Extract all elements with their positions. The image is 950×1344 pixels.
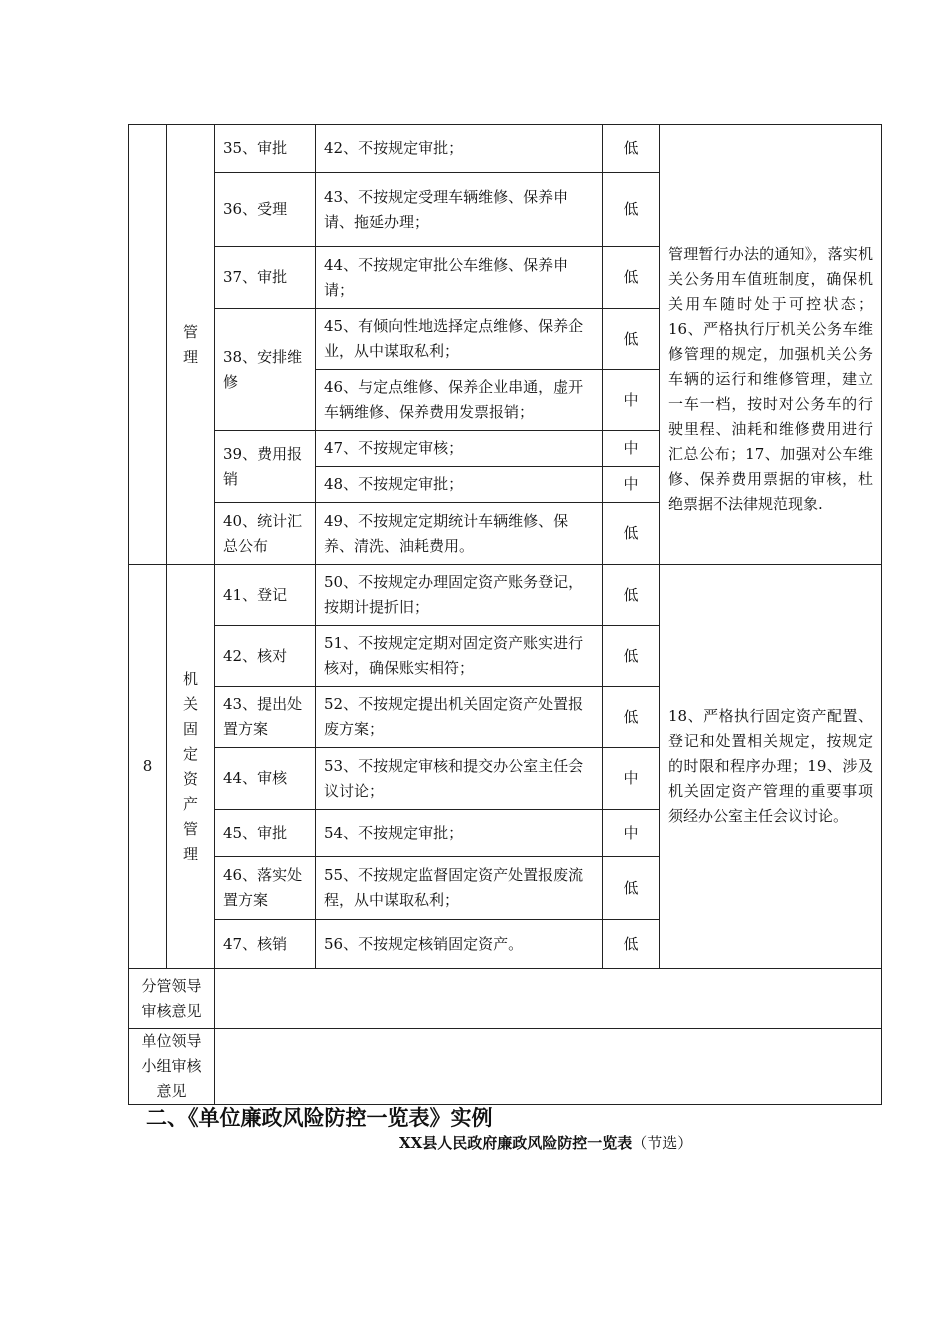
step-cell: 41、登记 bbox=[215, 565, 316, 626]
table-row bbox=[129, 565, 882, 626]
risk-cell: 51、不按规定定期对固定资产账实进行核对，确保账实相符； bbox=[316, 626, 603, 687]
risk-level-cell: 低 bbox=[603, 687, 660, 748]
risk-level-cell: 低 bbox=[603, 626, 660, 687]
step-cell: 47、核销 bbox=[215, 920, 316, 969]
risk-cell: 55、不按规定监督固定资产处置报废流程，从中谋取私利； bbox=[316, 857, 603, 920]
risk-level-cell: 低 bbox=[603, 309, 660, 370]
leader-review-label: 分管领导审核意见 bbox=[129, 969, 215, 1029]
risk-level-cell: 中 bbox=[603, 370, 660, 431]
risk-level-cell: 低 bbox=[603, 857, 660, 920]
risk-cell: 43、不按规定受理车辆维修、保养申请、拖延办理； bbox=[316, 173, 603, 247]
risk-cell: 47、不按规定审核； bbox=[316, 431, 603, 467]
risk-cell: 48、不按规定审批； bbox=[316, 467, 603, 503]
risk-level-cell: 中 bbox=[603, 748, 660, 810]
risk-cell: 56、不按规定核销固定资产。 bbox=[316, 920, 603, 969]
table-row bbox=[129, 125, 882, 173]
group-review-field[interactable] bbox=[215, 1029, 882, 1105]
risk-level-cell: 低 bbox=[603, 565, 660, 626]
section-heading: 二、《单位廉政风险防控一览表》实例 bbox=[146, 1106, 493, 1130]
step-cell: 40、统计汇总公布 bbox=[215, 503, 316, 565]
risk-level-cell: 低 bbox=[603, 173, 660, 247]
category-cell: 机关固定资产管理 bbox=[167, 565, 215, 969]
leader-review-field[interactable] bbox=[215, 969, 882, 1029]
step-cell: 37、审批 bbox=[215, 247, 316, 309]
subtitle-note: （节选） bbox=[632, 1134, 693, 1152]
risk-level-cell: 中 bbox=[603, 810, 660, 857]
step-cell: 35、审批 bbox=[215, 125, 316, 173]
group-review-label: 单位领导小组审核意见 bbox=[129, 1029, 215, 1105]
row-number-cell bbox=[129, 125, 167, 565]
risk-level-cell: 中 bbox=[603, 467, 660, 503]
step-cell: 36、受理 bbox=[215, 173, 316, 247]
step-cell: 42、核对 bbox=[215, 626, 316, 687]
table-subtitle bbox=[399, 1132, 692, 1153]
row-number-cell: 8 bbox=[129, 565, 167, 969]
table-row bbox=[129, 969, 882, 1029]
risk-level-cell: 低 bbox=[603, 920, 660, 969]
risk-level-cell: 低 bbox=[603, 247, 660, 309]
risk-level-cell: 低 bbox=[603, 125, 660, 173]
risk-cell: 44、不按规定审批公车维修、保养申请； bbox=[316, 247, 603, 309]
step-cell: 46、落实处置方案 bbox=[215, 857, 316, 920]
subtitle-text: XX县人民政府廉政风险防控一览表 bbox=[399, 1134, 633, 1152]
step-cell: 43、提出处置方案 bbox=[215, 687, 316, 748]
risk-control-table bbox=[128, 124, 882, 1105]
table-row bbox=[129, 1029, 882, 1105]
risk-cell: 45、有倾向性地选择定点维修、保养企业，从中谋取私利； bbox=[316, 309, 603, 370]
step-cell: 39、费用报销 bbox=[215, 431, 316, 503]
step-cell: 45、审批 bbox=[215, 810, 316, 857]
risk-cell: 50、不按规定办理固定资产账务登记，按期计提折旧； bbox=[316, 565, 603, 626]
risk-cell: 46、与定点维修、保养企业串通，虚开车辆维修、保养费用发票报销； bbox=[316, 370, 603, 431]
risk-cell: 54、不按规定审批； bbox=[316, 810, 603, 857]
risk-level-cell: 低 bbox=[603, 503, 660, 565]
category-cell: 管理 bbox=[167, 125, 215, 565]
risk-level-cell: 中 bbox=[603, 431, 660, 467]
risk-cell: 49、不按规定定期统计车辆维修、保养、清洗、油耗费用。 bbox=[316, 503, 603, 565]
step-cell: 38、安排维修 bbox=[215, 309, 316, 431]
step-cell: 44、审核 bbox=[215, 748, 316, 810]
risk-cell: 53、不按规定审核和提交办公室主任会议讨论； bbox=[316, 748, 603, 810]
risk-cell: 42、不按规定审批； bbox=[316, 125, 603, 173]
measure-cell: 管理暂行办法的通知》，落实机关公务用车值班制度，确保机关用车随时处于可控状态；16、严格执行厅机关公务车维修管理的规定，加强机关公务车辆的运行和维修管理，建立一车一档，按时对公务车的行驶里程、油耗和维修费用进行汇总公布；17、加强对公车维修、保养费用票据的审核，杜绝票据不法律规范现象. bbox=[660, 125, 882, 565]
risk-cell: 52、不按规定提出机关固定资产处置报废方案； bbox=[316, 687, 603, 748]
measure-cell: 18、严格执行固定资产配置、登记和处置相关规定，按规定的时限和程序办理；19、涉及机关固定资产管理的重要事项须经办公室主任会议讨论。 bbox=[660, 565, 882, 969]
